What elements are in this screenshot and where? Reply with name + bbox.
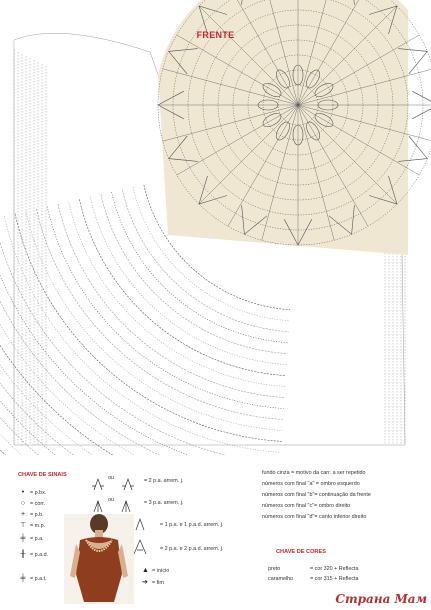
- color-name: caramelho: [268, 576, 294, 582]
- note: números com final "d"= canto inferior direito: [262, 514, 367, 520]
- end-arrow-icon: ➔: [142, 579, 148, 586]
- end-label: = fim: [152, 580, 164, 586]
- note: números com final "a" = ombro esquerdo: [262, 481, 360, 487]
- sign-row: [16, 489, 46, 497]
- sign-label: = p.a.d.: [30, 552, 49, 558]
- stitch-row: [0, 228, 277, 455]
- sign-row: [16, 575, 47, 583]
- start-arrow-icon: ▲: [142, 567, 149, 574]
- dot-symbol: •: [21, 489, 25, 496]
- sign-label: = p.b.: [30, 512, 44, 518]
- sign-row: [16, 511, 44, 519]
- watermark: Страна Мам: [335, 592, 427, 606]
- stitch-row: [15, 214, 282, 442]
- half-double-symbol: ⊤: [19, 522, 27, 529]
- double-crochet-symbol: ╪: [20, 535, 26, 542]
- note: fundo cinza = motivo da carr. a ser repetido: [262, 470, 366, 476]
- combo-label: = 3 p.a. arrem. j.: [144, 500, 184, 506]
- sign-label: = p.a.: [30, 536, 44, 542]
- note: números com final "c"= ombro direito: [262, 503, 351, 509]
- chain-symbol: ○: [20, 500, 26, 507]
- color-value: = cor 315 + Reflecta: [310, 576, 359, 582]
- stitch-row: [0, 233, 276, 455]
- color-name: preto: [268, 566, 281, 572]
- treble-symbol: ╫: [20, 551, 26, 558]
- signs-heading: CHAVE DE SINAIS: [18, 472, 67, 478]
- combo-label: = 2 p.a. e 2 p.a.d. arrem. j.: [160, 546, 224, 552]
- stitch-row: [0, 226, 278, 455]
- sign-row: [16, 551, 48, 559]
- color-value: = cor 320 + Reflecta: [310, 566, 359, 572]
- chart-title: FRENTE: [196, 30, 235, 40]
- combo-label: = 2 p.a. arrem. j.: [144, 478, 184, 484]
- combo-prefix: ou: [108, 475, 114, 481]
- double-treble-symbol: ╪: [20, 575, 26, 582]
- single-crochet-symbol: +: [20, 511, 26, 518]
- sign-label: = corr.: [30, 501, 46, 507]
- stitch-row: [0, 231, 277, 456]
- model-photo: [64, 514, 134, 604]
- sign-row: [16, 500, 45, 508]
- combo-label: = 1 p.a. e 1 p.a.d. arrem. j.: [160, 522, 224, 528]
- stitch-row: [0, 243, 273, 456]
- stitch-row: [26, 211, 283, 430]
- colors-heading: CHAVE DE CORES: [276, 549, 326, 555]
- sign-row: [16, 522, 45, 530]
- stitch-row: [0, 245, 273, 455]
- sign-label: = p.a.t.: [30, 576, 47, 582]
- stitch-row: [0, 235, 275, 455]
- sign-row: [16, 535, 44, 543]
- sign-label: = m.p.: [30, 523, 46, 529]
- combo-prefix: ou: [108, 497, 114, 503]
- sign-label: = p.bx.: [30, 490, 47, 496]
- start-label: = início: [152, 568, 170, 574]
- stitch-row: [0, 238, 275, 455]
- note: números com final "b"= continuação da frente: [262, 492, 371, 498]
